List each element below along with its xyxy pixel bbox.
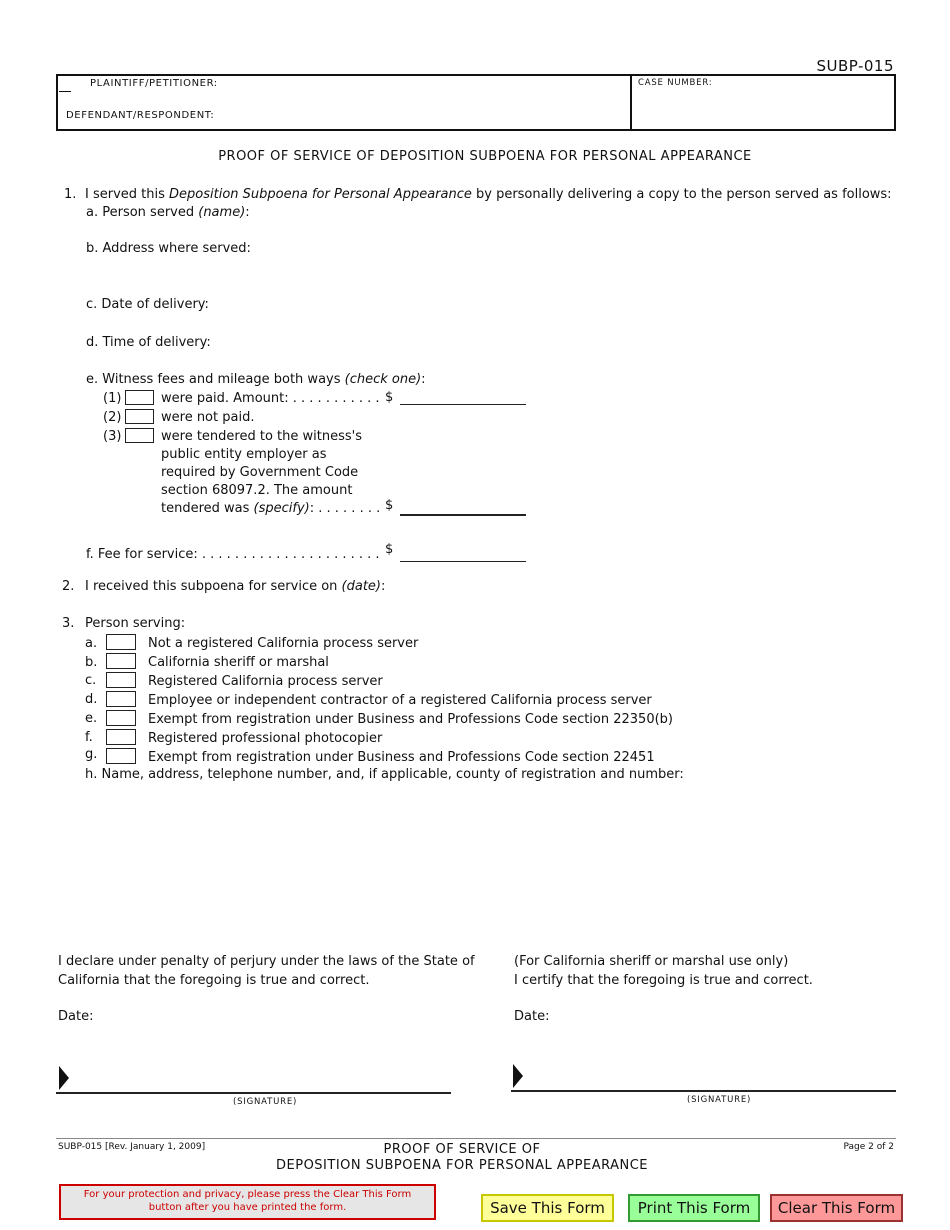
- server-option-g-label: Exempt from registration under Business and Professions Code section 22451: [148, 750, 655, 765]
- item2-label: [85, 579, 385, 594]
- fee-paid-checkbox[interactable]: [125, 390, 154, 405]
- fee-not-paid-label: were not paid.: [161, 410, 255, 425]
- plaintiff-label: PLAINTIFF/PETITIONER:: [90, 78, 218, 89]
- server-option-f-checkbox[interactable]: [106, 729, 136, 745]
- privacy-notice-text: For your protection and privacy, please press the Clear This Form button after you have printed the form.: [83, 1189, 412, 1213]
- item1e-label: [86, 372, 426, 387]
- footer-rule: [56, 1138, 896, 1139]
- item2-end: :: [381, 579, 386, 594]
- item1e-italic: (check one): [344, 372, 422, 387]
- server-option-f-letter: f.: [85, 730, 93, 745]
- declaration-right-line-1: (For California sheriff or marshal use only): [514, 954, 789, 969]
- fee-tendered-amount-field[interactable]: [400, 514, 526, 516]
- fee-option-3-number: (3): [103, 429, 122, 444]
- fee-option-1-number: (1): [103, 391, 122, 406]
- server-option-b-label: California sheriff or marshal: [148, 655, 329, 670]
- server-option-c-letter: c.: [85, 673, 97, 688]
- item1-intro-italic: Deposition Subpoena for Personal Appearance: [169, 187, 472, 202]
- item1d-label: d. Time of delivery:: [86, 335, 211, 350]
- server-option-a-letter: a.: [85, 636, 98, 651]
- server-option-d-label: Employee or independent contractor of a registered California process server: [148, 693, 652, 708]
- service-fee-field[interactable]: [400, 561, 526, 562]
- print-form-button[interactable]: Print This Form: [628, 1194, 760, 1222]
- fee-tendered-last-italic: (specify): [253, 501, 310, 516]
- item2-text: I received this subpoena for service on: [85, 579, 342, 594]
- item1-intro: [85, 187, 892, 202]
- fee-tendered-dollar: $: [385, 498, 394, 513]
- server-option-e-label: Exempt from registration under Business and Professions Code section 22350(b): [148, 712, 673, 727]
- server-option-e-checkbox[interactable]: [106, 710, 136, 726]
- caption-divider: [630, 74, 632, 131]
- footer-title-line-1: PROOF OF SERVICE OF: [383, 1142, 541, 1157]
- fee-tendered-line-2: public entity employer as: [161, 447, 327, 462]
- item1-intro-b: by personally delivering a copy to the person served as follows:: [471, 187, 892, 202]
- signature-line-left[interactable]: [56, 1092, 451, 1094]
- footer-page-number: Page 2 of 2: [843, 1142, 894, 1152]
- item2-italic: (date): [341, 579, 382, 594]
- fee-paid-amount-field[interactable]: [400, 404, 526, 405]
- footer-revision: SUBP-015 [Rev. January 1, 2009]: [58, 1142, 206, 1152]
- server-option-d-checkbox[interactable]: [106, 691, 136, 707]
- fee-option-2-number: (2): [103, 410, 122, 425]
- item1f-label: f. Fee for service: . . . . . . . . . . . . . . . . . . . . . .: [86, 547, 380, 562]
- fee-paid-label: were paid. Amount: . . . . . . . . . . .: [161, 391, 380, 406]
- server-option-a-label: Not a registered California process server: [148, 636, 419, 651]
- server-option-g-checkbox[interactable]: [106, 748, 136, 764]
- fee-paid-dollar: $: [385, 390, 394, 405]
- signature-label-right: (SIGNATURE): [687, 1095, 752, 1105]
- item1e-end: :: [421, 372, 426, 387]
- item2-number: 2.: [62, 579, 75, 594]
- footer-title-line-2: DEPOSITION SUBPOENA FOR PERSONAL APPEARANCE: [276, 1158, 648, 1173]
- fee-tendered-checkbox[interactable]: [125, 428, 154, 443]
- signature-arrow-right-icon: [513, 1064, 523, 1088]
- caption-tick: [59, 91, 71, 92]
- item1a-end: :: [245, 205, 250, 220]
- item1a-italic: (name): [198, 205, 246, 220]
- fee-tendered-line-4: section 68097.2. The amount: [161, 483, 353, 498]
- date-label-right: Date:: [514, 1009, 550, 1024]
- server-option-a-checkbox[interactable]: [106, 634, 136, 650]
- defendant-label: DEFENDANT/RESPONDENT:: [66, 110, 215, 121]
- service-fee-dollar: $: [385, 542, 394, 557]
- signature-arrow-left-icon: [59, 1066, 69, 1090]
- server-option-d-letter: d.: [85, 692, 98, 707]
- fee-tendered-line-1: were tendered to the witness's: [161, 429, 362, 444]
- item1-intro-a: I served this: [85, 187, 170, 202]
- item1a-text: a. Person served: [86, 205, 199, 220]
- fee-tendered-line-5: [161, 501, 380, 516]
- fee-tendered-line-3: required by Government Code: [161, 465, 359, 480]
- case-number-label: CASE NUMBER:: [638, 78, 713, 88]
- fee-tendered-last-text: tendered was: [161, 501, 254, 516]
- declaration-left-line-2: California that the foregoing is true and correct.: [58, 973, 370, 988]
- server-option-c-checkbox[interactable]: [106, 672, 136, 688]
- item1b-label: b. Address where served:: [86, 241, 251, 256]
- item3-number: 3.: [62, 616, 75, 631]
- clear-form-button[interactable]: Clear This Form: [770, 1194, 903, 1222]
- server-option-e-letter: e.: [85, 711, 98, 726]
- item3h-label: h. Name, address, telephone number, and, if applicable, county of registration and number:: [85, 767, 684, 782]
- declaration-right-line-2: I certify that the foregoing is true and correct.: [514, 973, 813, 988]
- item1-number: 1.: [64, 187, 77, 202]
- save-form-button[interactable]: Save This Form: [481, 1194, 614, 1222]
- server-option-b-letter: b.: [85, 655, 98, 670]
- server-option-c-label: Registered California process server: [148, 674, 383, 689]
- privacy-notice: [59, 1184, 436, 1220]
- form-title: PROOF OF SERVICE OF DEPOSITION SUBPOENA FOR PERSONAL APPEARANCE: [218, 149, 752, 164]
- item1e-text: e. Witness fees and mileage both ways: [86, 372, 345, 387]
- server-option-g-letter: g.: [85, 747, 98, 762]
- item3-title: Person serving:: [85, 616, 186, 631]
- declaration-left-line-1: I declare under penalty of perjury under the laws of the State of: [58, 954, 475, 969]
- item1a-label: [86, 205, 250, 220]
- fee-not-paid-checkbox[interactable]: [125, 409, 154, 424]
- server-option-f-label: Registered professional photocopier: [148, 731, 383, 746]
- date-label-left: Date:: [58, 1009, 94, 1024]
- form-number: SUBP-015: [816, 57, 894, 75]
- server-option-b-checkbox[interactable]: [106, 653, 136, 669]
- signature-label-left: (SIGNATURE): [233, 1097, 298, 1107]
- signature-line-right[interactable]: [511, 1090, 896, 1092]
- item1c-label: c. Date of delivery:: [86, 297, 209, 312]
- fee-tendered-last-end: : . . . . . . . .: [309, 501, 381, 516]
